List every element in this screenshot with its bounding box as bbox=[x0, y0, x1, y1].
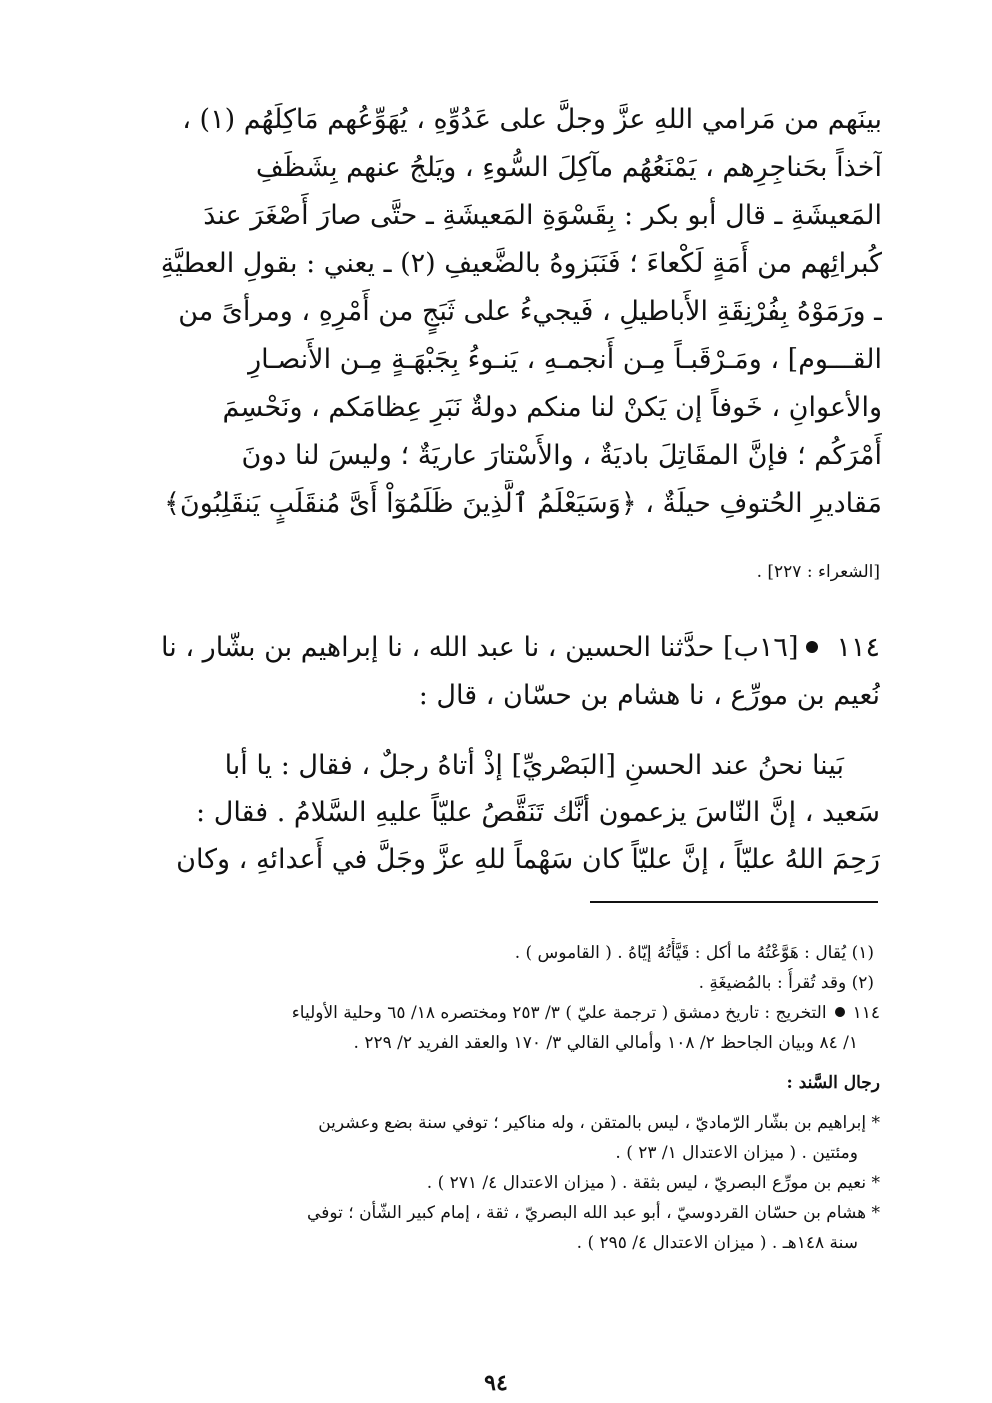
rijal-entry: * إبراهيم بن بشّار الرّماديّ ، ليس بالمتقن ، وله مناكير ؛ توفي سنة بضع وعشرين bbox=[318, 1113, 880, 1133]
hadith-isnad-text: [١٦ب] حدَّثنا الحسين ، نا عبد الله ، نا إبراهيم بن بشّار ، نا bbox=[161, 632, 799, 663]
rijal-title: رجال السَّند : bbox=[786, 1073, 880, 1093]
hadith-isnad-line: نُعيم بن مورِّع ، نا هشام بن حسّان ، قال : bbox=[418, 680, 880, 711]
hadith-body bbox=[135, 742, 880, 883]
page-number: ٩٤ bbox=[484, 1370, 508, 1396]
text-line: أَمْرَكُم ؛ فإنَّ المقَاتِلَ باديَةٌ ، والأَسْتارَ عاريَةٌ ؛ وليسَ لنا دونَ bbox=[241, 440, 882, 471]
hadith-text-line: بَينا نحنُ عند الحسنِ [البَصْريِّ] إذْ أتاهُ رجلٌ ، فقال : يا أبا bbox=[224, 750, 844, 781]
hadith-text-line: رَحِمَ اللهُ عليّاً ، إنَّ عليّاً كان سَهْماً للهِ عزَّ وجَلَّ في أَعدائهِ ، وكان bbox=[176, 844, 880, 875]
footnote-1: (١) يُقال : هَوَّعْتُهُ ما أكل : قَيَّأْتُهُ إيّاهُ . ( القاموس ) . bbox=[514, 943, 874, 963]
text-line: كُبرائِهم من أَمَةٍ لَكْعاءَ ؛ فَنَبَزوهُ بالضَّعيفِ (٢) ـ يعني : بقولِ العطيَّةِ bbox=[160, 248, 882, 279]
hadith-header bbox=[135, 624, 880, 720]
footnotes-block bbox=[128, 938, 880, 1258]
text-line: مَقاديرِ الحُتوفِ حيلَةٌ ، ﴿وَسَيَعْلَمُ ٱلَّذِينَ ظَلَمُوٓاْ أَىَّ مُنقَلَبٍ يَنقَلِبُونَ﴾ bbox=[164, 488, 882, 519]
main-text-block bbox=[142, 96, 882, 528]
quran-reference: [الشعراء : ٢٢٧] . bbox=[756, 562, 880, 582]
text-line: والأعوانِ ، خَوفاً إن يَكنْ لنا منكم دولةٌ نَبَرِ عِظامَكم ، ونَحْسِمَ bbox=[222, 392, 882, 423]
text-line: القـــوم] ، ومَـرْقَبـاً مِـن أَنجمـهِ ، يَنـوءُ بِجَبْهَـةٍ مِـن الأَنصـارِ bbox=[248, 344, 882, 375]
bullet-icon bbox=[806, 641, 818, 653]
rijal-entry: * نعيم بن مورِّع البصريّ ، ليس بثقة . ( ميزان الاعتدال ٤/ ٢٧١ ) . bbox=[426, 1173, 880, 1193]
bullet-icon bbox=[835, 1007, 845, 1017]
takhrij-line-2: ١/ ٨٤ وبيان الجاحظ ٢/ ١٠٨ وأمالي القالي ٣/ ١٧٠ والعقد الفريد ٢/ ٢٢٩ . bbox=[353, 1033, 858, 1053]
hadith-number: ١١٤ bbox=[836, 632, 880, 663]
takhrij-number: ١١٤ bbox=[852, 1003, 880, 1023]
footnote-separator bbox=[590, 901, 878, 903]
rijal-entry-cont: سنة ١٤٨هـ . ( ميزان الاعتدال ٤/ ٢٩٥ ) . bbox=[576, 1233, 858, 1253]
text-line: المَعيشَةِ ـ قال أبو بكر : بِقَسْوَةِ المَعيشَةِ ـ حتَّى صارَ أَصْغَرَ عندَ bbox=[203, 200, 882, 231]
takhrij-text: التخريج : تاريخ دمشق ( ترجمة عليّ ) ٣/ ٢٥٣ ومختصره ١٨/ ٦٥ وحلية الأولياء bbox=[291, 1003, 827, 1023]
takhrij-line bbox=[128, 998, 880, 1028]
text-line: بينَهم من مَرامي اللهِ عزَّ وجلَّ على عَدُوِّهِ ، يُهَوِّعُهم مَاكِلَهُم (١) ، bbox=[182, 104, 882, 135]
text-line: آخذاً بحَناجِرِهم ، يَمْنَعُهُم مآكِلَ السُّوءِ ، ويَلجُ عنهم بِشَظَفِ bbox=[255, 152, 882, 183]
text-line: ـ ورَمَوْهُ بِفُرْنِقَةِ الأَباطيلِ ، فَيجيءُ على ثَبَجٍ من أَمْرِهِ ، ومرأىً من bbox=[178, 296, 882, 327]
footnote-2: (٢) وقد تُقرأُ : بالمُضيغَةِ . bbox=[698, 973, 874, 993]
hadith-isnad-line bbox=[135, 624, 880, 672]
rijal-entry: * هشام بن حسّان القردوسيّ ، أبو عبد الله البصريّ ، ثقة ، إمام كبير الشّأن ؛ توفي bbox=[307, 1203, 880, 1223]
hadith-text-line: سَعيد ، إنَّ النّاسَ يزعمون أنَّك تَنَقَّصُ عليّاً عليهِ السَّلامُ . فقال : bbox=[196, 797, 880, 828]
rijal-entry-cont: ومئتين . ( ميزان الاعتدال ١/ ٢٣ ) . bbox=[615, 1143, 858, 1163]
